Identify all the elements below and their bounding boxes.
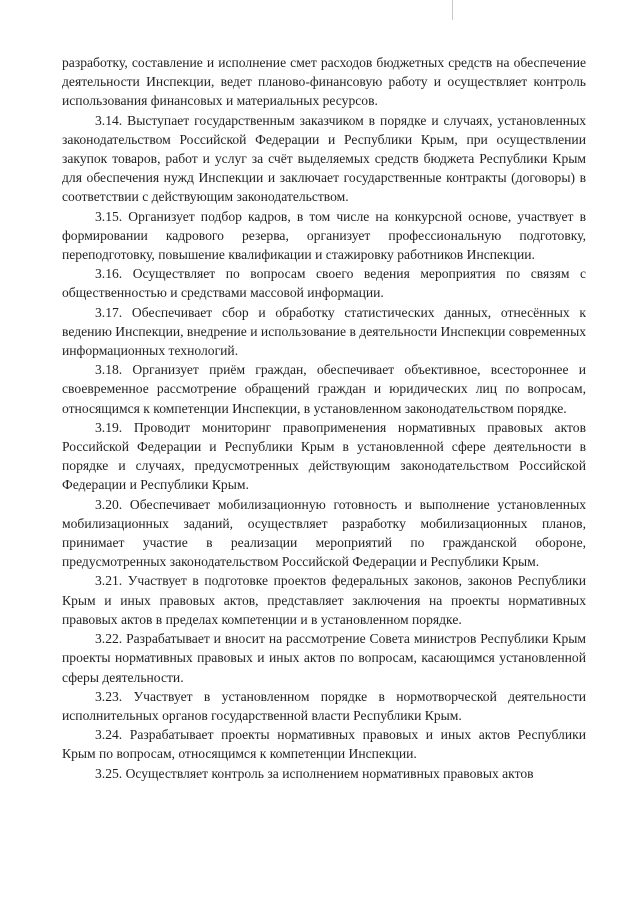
paragraph-3-22: 3.22. Разрабатывает и вносит на рассмотрение Совета министров Республики Крым проекты нормативных правовых и иных актов по вопросам, касающимся установленной сферы деятельности.: [62, 631, 586, 685]
paragraph-3-13-continuation: разработку, составление и исполнение смет расходов бюджетных средств на обеспечение деятельности Инспекции, ведет планово-финансовую работу и осуществляет контроль использования финансовых и материальных ресурсов.: [62, 55, 586, 109]
paragraph-3-25: 3.25. Осуществляет контроль за исполнением нормативных правовых актов: [95, 765, 534, 781]
paragraph-3-14: 3.14. Выступает государственным заказчиком в порядке и случаях, установленных законодательством Российской Федерации и Республики Крым, при осуществлении закупок товаров, работ и услуг за счёт выделяемых средств бюджета Республики Крым для обеспечения нужд Инспекции и заключает государственные контракты (договоры) в соответствии с действующим законодательством.: [62, 112, 586, 205]
document-page: [62, 53, 586, 783]
paragraph-3-16: 3.16. Осуществляет по вопросам своего ведения мероприятия по связям с общественностью и средствами массовой информации.: [62, 266, 586, 301]
paragraph-3-19: 3.19. Проводит мониторинг правоприменения нормативных правовых актов Российской Федерации и Республики Крым в установленной сфере деятельности в порядке и случаях, предусмотренных действующим законодательством Российской Федерации и Республики Крым.: [62, 419, 586, 493]
paragraph-3-18: 3.18. Организует приём граждан, обеспечивает объективное, всестороннее и своевременное рассмотрение обращений граждан и юридических лиц по вопросам, относящимся к компетенции Инспекции, в установленном законодательством порядке.: [62, 362, 586, 416]
paragraph-3-23: 3.23. Участвует в установленном порядке в нормотворческой деятельности исполнительных органов государственной власти Республики Крым.: [62, 688, 586, 723]
paragraph-3-15: 3.15. Организует подбор кадров, в том числе на конкурсной основе, участвует в формировании кадрового резерва, организует профессиональную подготовку, переподготовку, повышение квалификации и стажировку работников Инспекции.: [62, 208, 586, 263]
paragraph-3-17: 3.17. Обеспечивает сбор и обработку статистических данных, отнесённых к ведению Инспекции, внедрение и использование в деятельности Инспекции современных информационных технологий.: [62, 304, 586, 359]
paragraph-3-21: 3.21. Участвует в подготовке проектов федеральных законов, законов Республики Крым и иных правовых актов, представляет заключения на проекты нормативных правовых актов в пределах компетенции и в установленном порядке.: [62, 573, 586, 627]
paragraph-3-20: 3.20. Обеспечивает мобилизационную готовность и выполнение установленных мобилизационных заданий, осуществляет разработку мобилизационных планов, принимает участие в реализации мероприятий по гражданской обороне, предусмотренных законодательством Российской Федерации и Республики Крым.: [62, 496, 586, 570]
scan-margin-mark: [452, 0, 453, 20]
paragraph-3-24: 3.24. Разрабатывает проекты нормативных правовых и иных актов Республики Крым по вопросам, относящимся к компетенции Инспекции.: [62, 727, 586, 762]
